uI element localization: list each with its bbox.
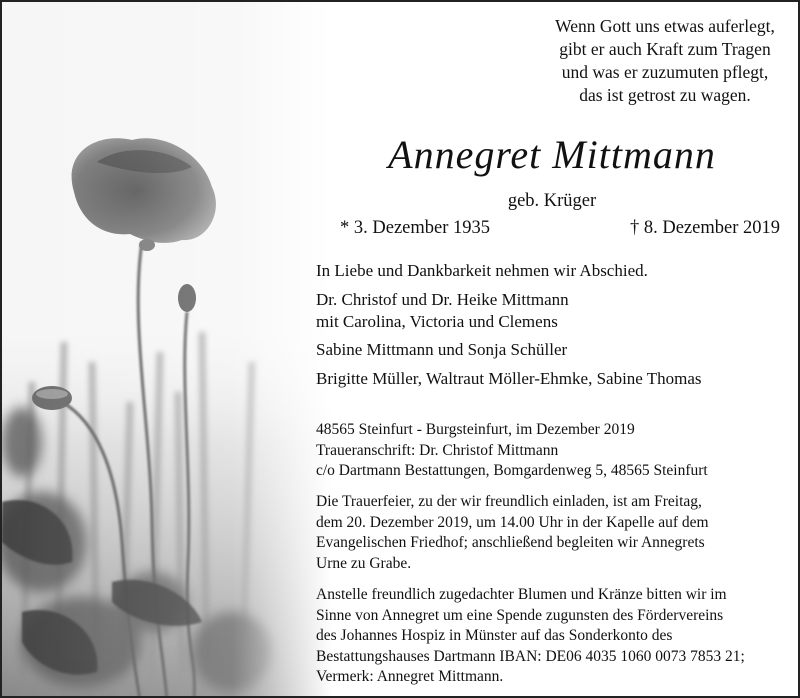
birth-name: geb. Krüger	[507, 191, 597, 211]
address-block	[316, 420, 792, 482]
poem-line: und was er zuzumuten pflegt,	[561, 62, 769, 82]
donation-info	[316, 585, 792, 688]
poem	[540, 15, 790, 107]
address-line: c/o Dartmann Bestattungen, Bomgardenweg 5, 48565 Steinfurt	[316, 462, 708, 479]
funeral-line: dem 20. Dezember 2019, um 14.00 Uhr in der Kapelle auf dem	[316, 513, 709, 531]
donation-line: Sinne von Annegret um eine Spende zugunsten des Fördervereins	[316, 606, 724, 624]
mourners-group-2: Sabine Mittmann und Sonja Schüller	[316, 340, 568, 359]
funeral-line: Die Trauerfeier, zu der wir freundlich einladen, ist am Freitag,	[316, 493, 702, 510]
death-date: † 8. Dezember 2019	[629, 218, 780, 238]
mourners-group-3: Brigitte Müller, Waltraut Möller-Ehmke, Sabine Thomas	[316, 369, 702, 388]
address-line: Traueranschrift: Dr. Christof Mittmann	[316, 441, 559, 459]
mourners-group-1	[316, 289, 792, 332]
mourner-line: Dr. Christof und Dr. Heike Mittmann	[316, 290, 569, 309]
farewell-intro: In Liebe und Dankbarkeit nehmen wir Abschied.	[316, 261, 648, 280]
birth-date: * 3. Dezember 1935	[340, 218, 491, 238]
donation-line: des Johannes Hospiz in Münster auf das Sonderkonto des	[316, 627, 673, 644]
poppy-photo	[2, 2, 332, 698]
poem-line: Wenn Gott uns etwas auferlegt,	[555, 16, 775, 36]
funeral-line: Urne zu Grabe.	[316, 554, 412, 572]
funeral-line: Evangelischen Friedhof; anschließend begleiten wir Annegrets	[316, 534, 705, 551]
donation-line: Anstelle freundlich zugedachter Blumen und Kränze bitten wir im	[316, 586, 727, 603]
poem-line: gibt er auch Kraft zum Tragen	[559, 39, 771, 59]
donation-line: Bestattungshauses Dartmann IBAN: DE06 4035 1060 0073 7853 21;	[316, 647, 745, 665]
donation-line: Vermerk: Annegret Mittmann.	[316, 668, 504, 685]
poem-line: das ist getrost zu wagen.	[579, 85, 751, 105]
deceased-name: Annegret Mittmann	[388, 132, 716, 177]
funeral-info	[316, 492, 792, 574]
mourner-line: mit Carolina, Victoria und Clemens	[316, 311, 558, 331]
address-line: 48565 Steinfurt - Burgsteinfurt, im Dezember 2019	[316, 421, 635, 438]
